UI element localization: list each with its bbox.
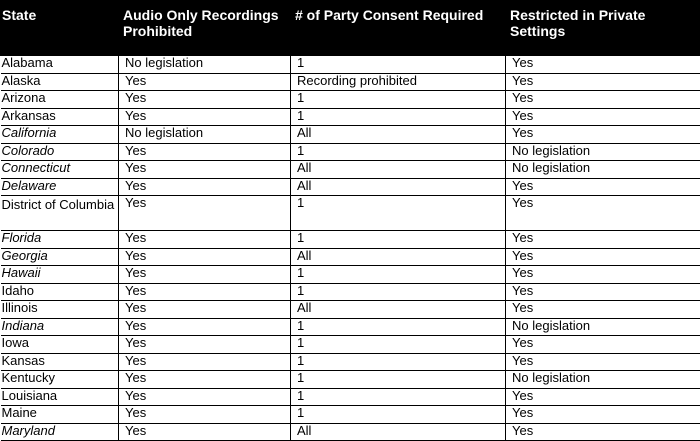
audio-only-cell: Yes	[119, 73, 291, 91]
state-cell: Illinois	[1, 301, 119, 319]
restricted-private-cell: Yes	[506, 178, 700, 196]
state-cell: Alabama	[1, 56, 119, 74]
audio-only-cell: Yes	[119, 248, 291, 266]
restricted-private-cell: No legislation	[506, 371, 700, 389]
audio-only-cell: No legislation	[119, 126, 291, 144]
audio-only-cell: Yes	[119, 143, 291, 161]
restricted-private-cell: Yes	[506, 108, 700, 126]
audio-only-cell: Yes	[119, 406, 291, 424]
table-row	[1, 423, 700, 441]
restricted-private-cell: Yes	[506, 231, 700, 249]
audio-only-cell: Yes	[119, 161, 291, 179]
audio-only-cell: Yes	[119, 231, 291, 249]
party-consent-cell: 1	[291, 108, 506, 126]
party-consent-cell: 1	[291, 283, 506, 301]
state-cell: Indiana	[1, 318, 119, 336]
table-row	[1, 248, 700, 266]
restricted-private-cell: Yes	[506, 423, 700, 441]
table-row	[1, 336, 700, 354]
party-consent-cell: 1	[291, 91, 506, 109]
table-row	[1, 406, 700, 424]
party-consent-cell: Recording prohibited	[291, 73, 506, 91]
party-consent-cell: 1	[291, 388, 506, 406]
audio-only-cell: Yes	[119, 196, 291, 231]
party-consent-cell: All	[291, 178, 506, 196]
party-consent-cell: All	[291, 126, 506, 144]
party-consent-cell: 1	[291, 318, 506, 336]
state-cell: Maine	[1, 406, 119, 424]
table-row	[1, 143, 700, 161]
header-party-consent: # of Party Consent Required	[291, 1, 506, 56]
party-consent-cell: 1	[291, 266, 506, 284]
audio-only-cell: Yes	[119, 301, 291, 319]
header-row	[1, 1, 700, 56]
audio-only-cell: No legislation	[119, 56, 291, 74]
audio-only-cell: Yes	[119, 336, 291, 354]
state-cell: Arizona	[1, 91, 119, 109]
audio-only-cell: Yes	[119, 178, 291, 196]
restricted-private-cell: Yes	[506, 248, 700, 266]
restricted-private-cell: Yes	[506, 406, 700, 424]
audio-only-cell: Yes	[119, 108, 291, 126]
party-consent-cell: 1	[291, 143, 506, 161]
restricted-private-cell: Yes	[506, 336, 700, 354]
table-row	[1, 196, 700, 231]
party-consent-cell: 1	[291, 406, 506, 424]
party-consent-cell: 1	[291, 196, 506, 231]
state-cell: Iowa	[1, 336, 119, 354]
state-cell: Kansas	[1, 353, 119, 371]
table-row	[1, 283, 700, 301]
audio-only-cell: Yes	[119, 283, 291, 301]
restricted-private-cell: Yes	[506, 353, 700, 371]
party-consent-cell: 1	[291, 371, 506, 389]
party-consent-cell: 1	[291, 353, 506, 371]
party-consent-cell: All	[291, 248, 506, 266]
state-cell: Alaska	[1, 73, 119, 91]
table-row	[1, 353, 700, 371]
restricted-private-cell: Yes	[506, 196, 700, 231]
restricted-private-cell: No legislation	[506, 161, 700, 179]
restricted-private-cell: Yes	[506, 91, 700, 109]
table-row	[1, 91, 700, 109]
party-consent-cell: 1	[291, 56, 506, 74]
audio-only-cell: Yes	[119, 318, 291, 336]
header-state: State	[1, 1, 119, 56]
table-row	[1, 56, 700, 74]
party-consent-cell: 1	[291, 231, 506, 249]
state-cell: District of Columbia	[1, 196, 119, 231]
audio-only-cell: Yes	[119, 371, 291, 389]
state-cell: Kentucky	[1, 371, 119, 389]
table-row	[1, 301, 700, 319]
table-row	[1, 388, 700, 406]
table-row	[1, 318, 700, 336]
state-cell: Connecticut	[1, 161, 119, 179]
restricted-private-cell: No legislation	[506, 143, 700, 161]
state-cell: California	[1, 126, 119, 144]
restricted-private-cell: Yes	[506, 56, 700, 74]
table-row	[1, 73, 700, 91]
header-audio-only: Audio Only Recordings Prohibited	[119, 1, 291, 56]
table-row	[1, 231, 700, 249]
state-cell: Idaho	[1, 283, 119, 301]
table-row	[1, 266, 700, 284]
state-cell: Louisiana	[1, 388, 119, 406]
table-row	[1, 108, 700, 126]
state-cell: Georgia	[1, 248, 119, 266]
table-row	[1, 178, 700, 196]
state-cell: Delaware	[1, 178, 119, 196]
party-consent-cell: All	[291, 161, 506, 179]
table-body	[1, 56, 700, 441]
audio-only-cell: Yes	[119, 266, 291, 284]
restricted-private-cell: No legislation	[506, 318, 700, 336]
state-cell: Colorado	[1, 143, 119, 161]
party-consent-cell: 1	[291, 336, 506, 354]
restricted-private-cell: Yes	[506, 73, 700, 91]
restricted-private-cell: Yes	[506, 283, 700, 301]
state-cell: Florida	[1, 231, 119, 249]
audio-only-cell: Yes	[119, 388, 291, 406]
restricted-private-cell: Yes	[506, 301, 700, 319]
audio-only-cell: Yes	[119, 91, 291, 109]
party-consent-cell: All	[291, 423, 506, 441]
table-row	[1, 161, 700, 179]
state-cell: Arkansas	[1, 108, 119, 126]
table-header	[1, 1, 700, 56]
restricted-private-cell: Yes	[506, 126, 700, 144]
state-cell: Maryland	[1, 423, 119, 441]
restricted-private-cell: Yes	[506, 388, 700, 406]
table-row	[1, 126, 700, 144]
state-cell: Hawaii	[1, 266, 119, 284]
table-row	[1, 371, 700, 389]
restricted-private-cell: Yes	[506, 266, 700, 284]
audio-only-cell: Yes	[119, 423, 291, 441]
header-restricted-private: Restricted in Private Settings	[506, 1, 700, 56]
audio-only-cell: Yes	[119, 353, 291, 371]
party-consent-cell: All	[291, 301, 506, 319]
